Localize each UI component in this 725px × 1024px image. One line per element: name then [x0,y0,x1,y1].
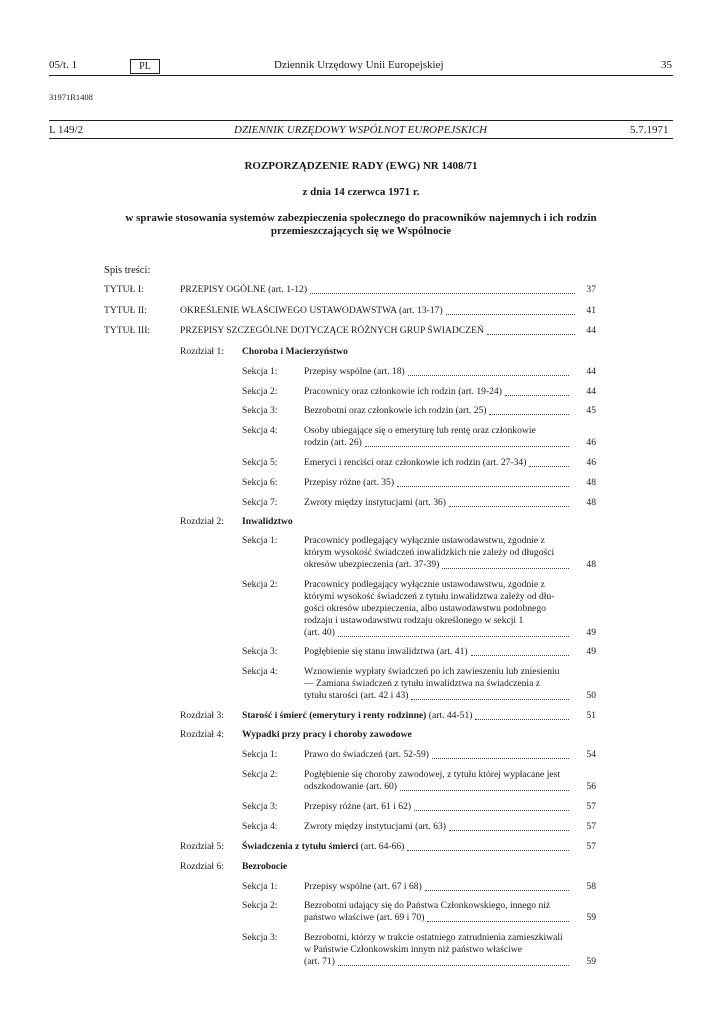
toc-page: 46 [586,437,596,448]
section-label: Sekcja 3: [242,932,278,943]
section-label: Sekcja 2: [242,386,278,397]
section-label: Sekcja 2: [242,769,278,780]
toc-entry-c6s1: Przepisy wspólne (art. 67 i 68) [304,881,572,892]
celex-number: 31971R1408 [49,92,93,102]
dot-leader [425,890,569,891]
toc-entry-c6s2-line2: państwo właściwe (art. 69 i 70) [304,912,572,923]
section-label: Sekcja 1: [242,749,278,760]
toc-page: 51 [586,710,596,721]
dot-leader [411,699,569,700]
toc-page: 59 [586,956,596,967]
chapter-label: Rozdział 1: [180,346,224,357]
toc-entry-c1s3: Bezrobotni oraz członkowie ich rodzin (art. 25) [304,405,572,416]
page-number: 35 [661,59,672,71]
chapter-title: Choroba i Macierzyństwo [242,346,348,357]
dot-leader [432,758,569,759]
section-label: Sekcja 2: [242,900,278,911]
toc-page: 41 [586,305,596,316]
dot-leader [442,568,569,569]
dot-leader [365,446,569,447]
toc-entry-c4s1: Prawo do świadczeń (art. 52-59) [304,749,572,760]
section-label: Sekcja 4: [242,666,278,677]
dot-leader [397,486,569,487]
section-label: Sekcja 4: [242,821,278,832]
dot-leader [338,965,569,966]
section-label: Sekcja 1: [242,881,278,892]
toc-entry-c2s1-line1: Pracownicy podlegający wyłącznie ustawodawstwu, zgodnie z [304,535,545,546]
section-label: Sekcja 1: [242,535,278,546]
toc-entry-c1s6: Przepisy różne (art. 35) [304,477,572,488]
dot-leader [475,719,569,720]
title-label: TYTUŁ II: [104,305,147,316]
toc-entry-c1s7: Zwroty między instytucjami (art. 36) [304,497,572,508]
section-label: Sekcja 4: [242,425,278,436]
chapter-title: Wypadki przy pracy i choroby zawodowe [242,729,412,740]
toc-entry-c2s2-line4: rodzaju i ustawodawstwu rodzaju określonego w sekcji 1 [304,615,524,626]
toc-entry-c2s2-line2: którymi wysokość świadczeń z tytułu inwalidztwa zależy od dłu- [304,591,555,602]
dot-leader [408,375,569,376]
regulation-title: ROZPORZĄDZENIE RADY (EWG) NR 1408/71 [244,160,478,172]
oj-top-rule [49,120,673,121]
toc-entry-title-3 [180,325,578,336]
journal-title: Dziennik Urzędowy Unii Europejskiej [274,59,444,71]
title-label: TYTUŁ III: [104,325,151,336]
dot-leader [449,506,569,507]
section-label: Sekcja 3: [242,801,278,812]
toc-page: 54 [586,749,596,760]
toc-entry-title-2 [180,305,578,316]
chapter-title: Świadczenia z tytułu śmierci [242,841,359,852]
toc-page: 57 [586,821,596,832]
toc-entry-c2s1-line2: którym wysokość świadczeń inwalidzkich nie zależy od długości [304,547,555,558]
chapter-label: Rozdział 4: [180,729,224,740]
dot-leader [471,655,569,656]
toc-page: 49 [586,627,596,638]
regulation-date: z dnia 14 czerwca 1971 r. [302,186,420,198]
toc-entry-text: PRZEPISY SZCZEGÓLNE DOTYCZĄCE RÓŻNYCH GRUP ŚWIADCZEŃ [180,325,484,336]
dot-leader [449,830,569,831]
oj-date: 5.7.1971 [630,124,669,136]
section-label: Sekcja 7: [242,497,278,508]
oj-bottom-rule [49,138,673,139]
toc-entry-c4s2-line2: odszkodowanie (art. 60) [304,781,572,792]
toc-entry-c1s4-line2: rodzin (art. 26) [304,437,572,448]
toc-heading: Spis treści: [104,265,151,276]
toc-entry-c2s2-line5: (art. 40) [304,627,572,638]
dot-leader [427,921,569,922]
toc-page: 48 [586,497,596,508]
toc-entry-text: PRZEPISY OGÓLNE (art. 1-12) [180,284,308,295]
chapter-label: Rozdział 5: [180,841,224,852]
toc-page: 37 [586,284,596,295]
toc-page: 48 [586,559,596,570]
toc-page: 57 [586,841,596,852]
section-label: Sekcja 3: [242,405,278,416]
toc-entry-c2s3: Pogłębienie się stanu inwalidztwa (art. 41) [304,646,572,657]
toc-page: 44 [586,325,596,336]
dot-leader [529,466,569,467]
toc-page: 50 [586,690,596,701]
toc-entry-c2s4-line3: tytułu starości (art. 42 i 43) [304,690,572,701]
toc-entry-c2s2-line3: gości okresów ubezpieczenia, albo ustawodawstwu podobnego [304,603,546,614]
toc-entry-c6s3-line3: (art. 71) [304,956,572,967]
toc-page: 58 [586,881,596,892]
regulation-subject-line1: w sprawie stosowania systemów zabezpieczenia społecznego do pracowników najemnych i ich rodzin [125,212,597,224]
chapter-title: Inwalidztwo [242,516,293,527]
toc-page: 56 [586,781,596,792]
chapter-label: Rozdział 6: [180,861,224,872]
toc-page: 46 [586,457,596,468]
section-label: Sekcja 1: [242,366,278,377]
dot-leader [407,850,569,851]
toc-entry-c6s2-line1: Bezrobotni udający się do Państwa Członkowskiego, innego niż [304,900,551,911]
toc-entry-text: OKREŚLENIE WŁAŚCIWEGO USTAWODAWSTWA (art. 13-17) [180,305,443,316]
toc-entry-c5: Świadczenia z tytułu śmierci (art. 64-66) [242,841,572,852]
toc-page: 57 [586,801,596,812]
title-label: TYTUŁ I: [104,284,144,295]
section-label: Sekcja 3: [242,646,278,657]
oj-title: DZIENNIK URZĘDOWY WSPÓLNOT EUROPEJSKICH [234,124,488,136]
toc-entry-c4s4: Zwroty między instytucjami (art. 63) [304,821,572,832]
chapter-title: Bezrobocie [242,861,288,872]
toc-entry-c1s1: Przepisy wspólne (art. 18) [304,366,572,377]
toc-page: 59 [586,912,596,923]
toc-entry-c2s1-line3: okresów ubezpieczenia (art. 37-39) [304,559,572,570]
toc-entry-c6s3-line2: w Państwie Członkowskim innym niż państwo właściwe [304,944,522,955]
dot-leader [338,636,569,637]
section-label: Sekcja 6: [242,477,278,488]
toc-page: 44 [586,386,596,397]
toc-entry-c4s2-line1: Pogłębienie się choroby zawodowej, z tytułu której wypłacane jest [304,769,561,780]
toc-entry-c2s4-line2: — Zamiana świadczeń z tytułu inwalidztwa na świadczenia z [304,678,541,689]
dot-leader [487,334,575,335]
chapter-label: Rozdział 3: [180,710,224,721]
section-label: Sekcja 5: [242,457,278,468]
toc-entry-c2s4-line1: Wznowienie wypłaty świadczeń po ich zawieszeniu lub zniesieniu [304,666,560,677]
toc-entry-title-1 [180,284,578,295]
toc-page: 45 [586,405,596,416]
toc-entry-c1s4-line1: Osoby ubiegające się o emeryturę lub rentę oraz członkowie [304,425,536,436]
volume-number: 05/t. 1 [49,59,78,71]
language-badge: PL [130,59,160,74]
dot-leader [400,790,569,791]
header-rule [49,75,673,76]
toc-entry-c4s3: Przepisy różne (art. 61 i 62) [304,801,572,812]
dot-leader [414,810,569,811]
dot-leader [505,395,569,396]
toc-entry-c6s3-line1: Bezrobotni, którzy w trakcie ostatniego zatrudnienia zamieszkiwali [304,932,563,943]
chapter-title: Starość i śmierć (emerytury i renty rodzinne) [242,710,427,721]
toc-page: 48 [586,477,596,488]
dot-leader [489,414,569,415]
toc-page: 44 [586,366,596,377]
regulation-subject-line2: przemieszczających się we Wspólnocie [270,225,452,237]
chapter-label: Rozdział 2: [180,516,224,527]
toc-page: 49 [586,646,596,657]
oj-reference: L 149/2 [49,124,84,136]
dot-leader [310,293,575,294]
toc-entry-c1s2: Pracownicy oraz członkowie ich rodzin (art. 19-24) [304,386,572,397]
dot-leader [446,314,575,315]
toc-entry-c1s5: Emeryci i renciści oraz członkowie ich rodzin (art. 27-34) [304,457,572,468]
section-label: Sekcja 2: [242,579,278,590]
toc-entry-c3: Starość i śmierć (emerytury i renty rodzinne) (art. 44-51) [242,710,572,721]
toc-entry-c2s2-line1: Pracownicy podlegający wyłącznie ustawodawstwu, zgodnie z [304,579,545,590]
